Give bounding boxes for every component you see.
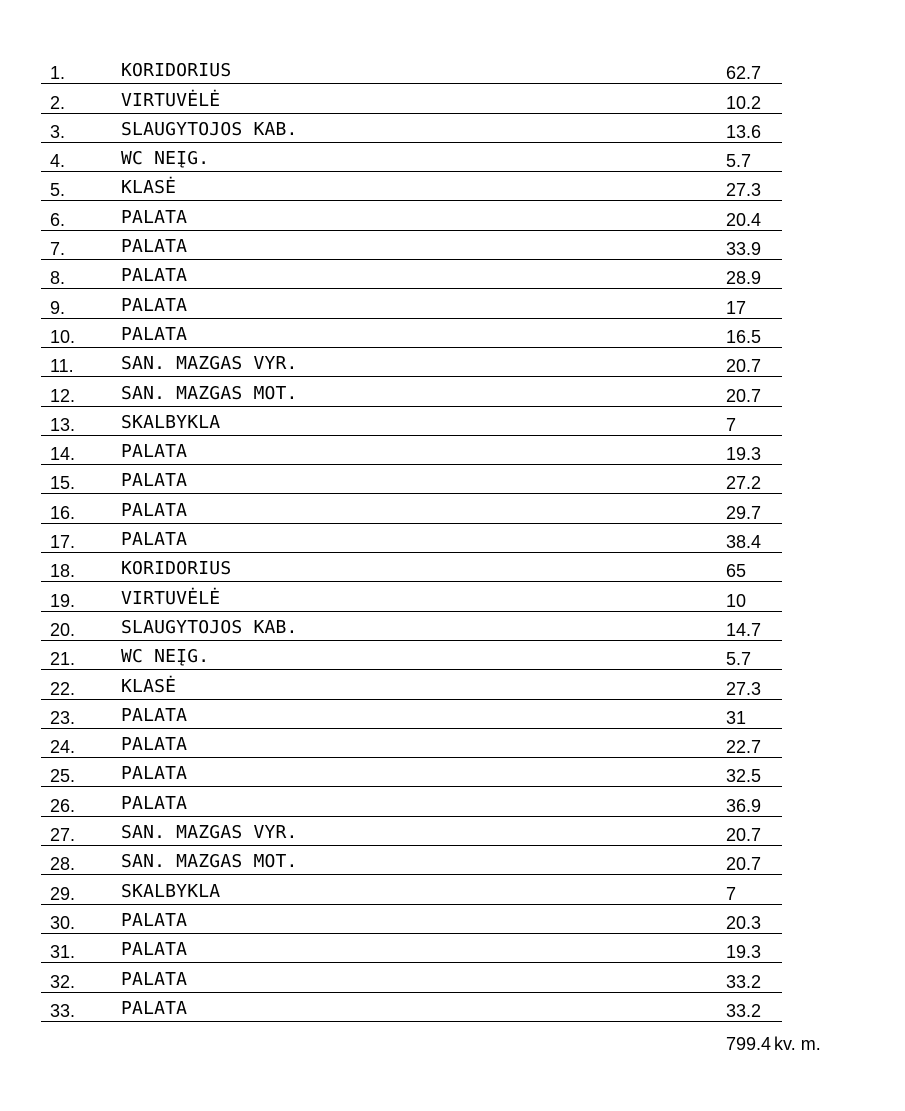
room-area: 20.7 — [726, 825, 762, 846]
table-row — [41, 611, 782, 641]
room-name: KLASĖ — [121, 675, 177, 697]
room-area: 20.4 — [726, 209, 762, 230]
room-number: 31. — [50, 942, 76, 963]
room-number: 24. — [50, 737, 76, 758]
room-name: PALATA — [121, 939, 188, 961]
room-name: VIRTUVĖLĖ — [121, 587, 221, 609]
table-row — [41, 288, 782, 318]
room-name: PALATA — [121, 529, 188, 551]
table-row — [41, 904, 782, 934]
table-row — [41, 874, 782, 904]
room-number: 30. — [50, 912, 76, 933]
room-number: 20. — [50, 619, 76, 640]
room-number: 33. — [50, 1000, 76, 1021]
room-name: SLAUGYTOJOS KAB. — [121, 118, 298, 140]
room-area: 10 — [726, 590, 747, 611]
table-row — [41, 845, 782, 875]
room-area: 33.9 — [726, 239, 762, 260]
room-number: 13. — [50, 414, 76, 435]
room-area: 20.3 — [726, 912, 762, 933]
room-name: PALATA — [121, 470, 188, 492]
room-area: 65 — [726, 561, 747, 582]
room-name: PALATA — [121, 206, 188, 228]
room-name: KORIDORIUS — [121, 60, 232, 82]
total-area — [726, 1035, 821, 1053]
room-number: 26. — [50, 795, 76, 816]
room-name: PALATA — [121, 734, 188, 756]
room-number: 17. — [50, 532, 76, 553]
room-name: SAN. MAZGAS VYR. — [121, 822, 298, 844]
room-name: PALATA — [121, 704, 188, 726]
room-area: 27.3 — [726, 678, 762, 699]
room-name: KORIDORIUS — [121, 558, 232, 580]
room-name: PALATA — [121, 968, 188, 990]
table-row — [41, 640, 782, 670]
room-number: 28. — [50, 854, 76, 875]
room-name: PALATA — [121, 294, 188, 316]
table-row — [41, 201, 782, 231]
room-area: 16.5 — [726, 326, 762, 347]
room-number: 16. — [50, 502, 76, 523]
room-number: 19. — [50, 590, 76, 611]
room-number: 12. — [50, 385, 76, 406]
room-area: 27.3 — [726, 180, 762, 201]
room-area: 36.9 — [726, 795, 762, 816]
total-area-unit: kv. m. — [774, 1034, 821, 1054]
room-name: PALATA — [121, 909, 188, 931]
room-area: 22.7 — [726, 737, 762, 758]
room-name: SKALBYKLA — [121, 880, 221, 902]
table-row — [41, 494, 782, 524]
room-number: 10. — [50, 326, 76, 347]
room-number: 18. — [50, 561, 76, 582]
room-area: 33.2 — [726, 1000, 762, 1021]
room-name: PALATA — [121, 499, 188, 521]
room-name: PALATA — [121, 265, 188, 287]
table-row — [41, 992, 782, 1022]
room-number: 4. — [50, 151, 66, 172]
room-number: 11. — [50, 356, 74, 377]
room-area: 27.2 — [726, 473, 762, 494]
room-name: PALATA — [121, 763, 188, 785]
room-number: 23. — [50, 707, 76, 728]
room-name: SAN. MAZGAS MOT. — [121, 851, 298, 873]
room-name: PALATA — [121, 441, 188, 463]
table-row — [41, 816, 782, 846]
room-name: PALATA — [121, 997, 188, 1019]
room-area: 31 — [726, 707, 747, 728]
table-row — [41, 464, 782, 494]
room-number: 7. — [50, 239, 66, 260]
room-name: SKALBYKLA — [121, 411, 221, 433]
room-number: 1. — [50, 63, 66, 84]
room-number: 8. — [50, 268, 66, 289]
total-area-value: 799.4 — [726, 1034, 772, 1054]
room-area: 13.6 — [726, 121, 762, 142]
room-area: 33.2 — [726, 971, 762, 992]
table-row — [41, 83, 782, 113]
table-row — [41, 54, 782, 84]
room-name: KLASĖ — [121, 177, 177, 199]
table-row — [41, 933, 782, 963]
room-name: VIRTUVĖLĖ — [121, 89, 221, 111]
room-name: SLAUGYTOJOS KAB. — [121, 616, 298, 638]
room-area: 20.7 — [726, 356, 762, 377]
table-row — [41, 699, 782, 729]
table-row — [41, 962, 782, 992]
room-number: 2. — [50, 92, 66, 113]
room-name: WC NEĮG. — [121, 148, 210, 170]
room-name: PALATA — [121, 323, 188, 345]
room-area: 28.9 — [726, 268, 762, 289]
room-number: 14. — [50, 444, 76, 465]
room-area: 19.3 — [726, 942, 762, 963]
room-number: 3. — [50, 121, 66, 142]
room-name: PALATA — [121, 792, 188, 814]
table-row — [41, 376, 782, 406]
room-number: 9. — [50, 297, 66, 318]
table-row — [41, 757, 782, 787]
room-area: 7 — [726, 414, 737, 435]
table-row — [41, 406, 782, 436]
room-name: SAN. MAZGAS MOT. — [121, 382, 298, 404]
room-number: 15. — [50, 473, 76, 494]
room-area: 20.7 — [726, 854, 762, 875]
table-row — [41, 113, 782, 143]
room-area: 5.7 — [726, 151, 752, 172]
table-row — [41, 581, 782, 611]
room-area: 38.4 — [726, 532, 762, 553]
room-area: 10.2 — [726, 92, 762, 113]
room-area: 19.3 — [726, 444, 762, 465]
table-row — [41, 347, 782, 377]
room-number: 21. — [50, 649, 76, 670]
table-row — [41, 259, 782, 289]
room-number: 29. — [50, 883, 76, 904]
table-row — [41, 435, 782, 465]
room-area: 62.7 — [726, 63, 762, 84]
room-name: PALATA — [121, 236, 188, 258]
table-row — [41, 787, 782, 817]
table-row — [41, 728, 782, 758]
table-row — [41, 523, 782, 553]
room-area: 14.7 — [726, 619, 762, 640]
room-number: 32. — [50, 971, 76, 992]
table-row — [41, 142, 782, 172]
room-number: 6. — [50, 209, 66, 230]
table-row — [41, 318, 782, 348]
table-row — [41, 230, 782, 260]
table-row — [41, 669, 782, 699]
room-number: 5. — [50, 180, 66, 201]
room-area: 29.7 — [726, 502, 762, 523]
room-number: 27. — [50, 825, 76, 846]
room-area: 17 — [726, 297, 747, 318]
room-area: 5.7 — [726, 649, 752, 670]
room-area: 32.5 — [726, 766, 762, 787]
room-area: 7 — [726, 883, 737, 904]
room-name: SAN. MAZGAS VYR. — [121, 353, 298, 375]
room-number: 25. — [50, 766, 76, 787]
room-number: 22. — [50, 678, 76, 699]
table-row — [41, 552, 782, 582]
room-name: WC NEĮG. — [121, 646, 210, 668]
room-area: 20.7 — [726, 385, 762, 406]
table-row — [41, 171, 782, 201]
